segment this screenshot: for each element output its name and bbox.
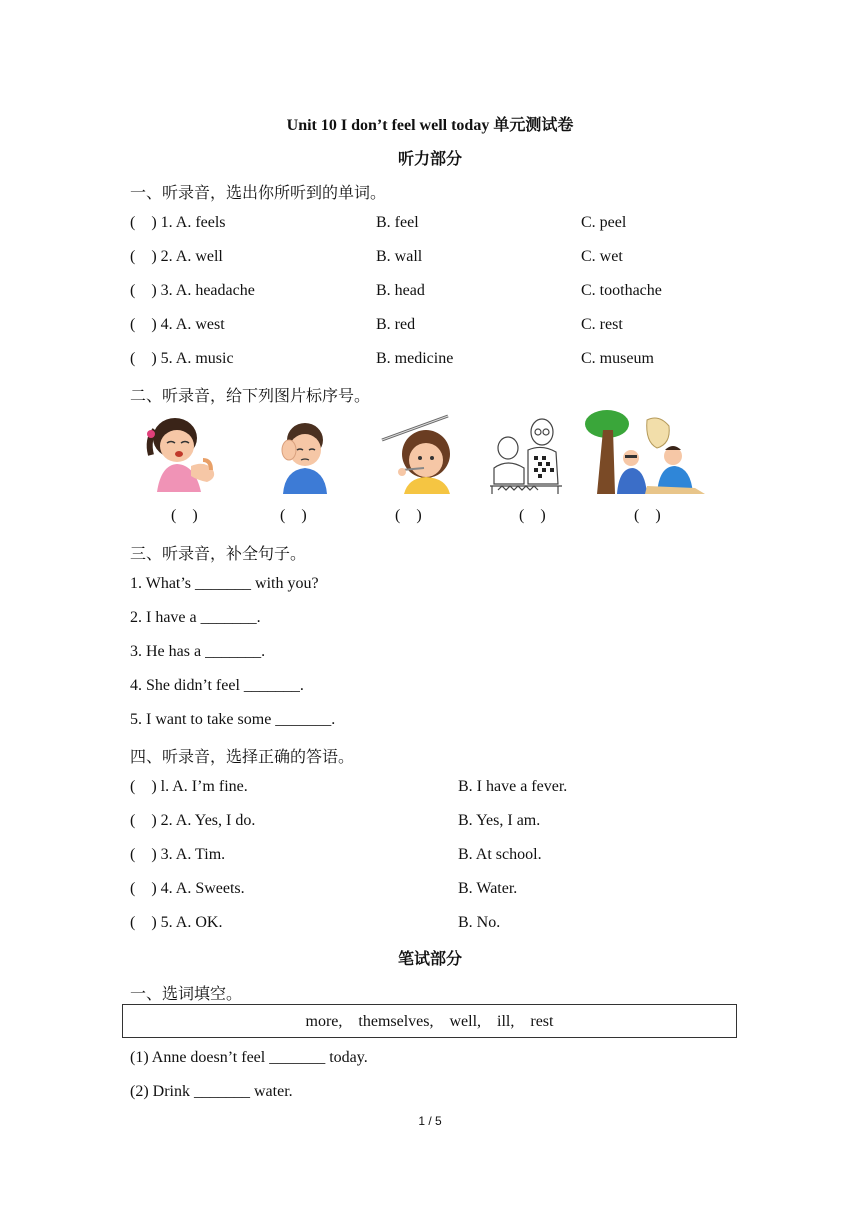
part1-q1-option-b: B. feel	[376, 214, 419, 231]
part4-q2-option-b: B. Yes, I am.	[458, 812, 541, 829]
picture4-answer-blank[interactable]: ( )	[519, 507, 546, 524]
writing-section-title: 笔试部分	[397, 951, 462, 968]
part1-q3-option-a: ( ) 3. A. headache	[130, 282, 255, 299]
part4-heading: 四、听录音，选择正确的答语。	[130, 749, 355, 766]
boy-headache-picture	[277, 410, 337, 495]
part4-q5-option-b: B. No.	[458, 914, 501, 931]
part1-q2-option-b: B. wall	[376, 248, 423, 265]
part3-heading: 三、听录音，补全句子。	[130, 546, 307, 563]
writing1-heading: 一、选词填空。	[130, 986, 243, 1003]
part1-q4-option-a: ( ) 4. A. west	[130, 316, 225, 333]
part1-q5-option-c: C. museum	[581, 350, 654, 367]
writing1-sentence-2: (2) Drink _______ water.	[130, 1083, 293, 1100]
word-bank-box	[122, 1004, 737, 1038]
part1-q4-option-c: C. rest	[581, 316, 623, 333]
part1-q3-option-c: C. toothache	[581, 282, 662, 299]
part1-q1-option-c: C. peel	[581, 214, 627, 231]
part3-sentence-4: 4. She didn’t feel _______.	[130, 677, 304, 694]
part4-q3-option-b: B. At school.	[458, 846, 542, 863]
part1-heading: 一、听录音，选出你所听到的单词。	[130, 185, 387, 202]
picture3-answer-blank[interactable]: ( )	[395, 507, 422, 524]
doctor-patient-sketch-picture	[488, 410, 564, 495]
girl-coughing-picture	[143, 410, 228, 495]
part4-q4-option-b: B. Water.	[458, 880, 518, 897]
part1-q1-option-a: ( ) 1. A. feels	[130, 214, 226, 231]
part4-q4-option-a: ( ) 4. A. Sweets.	[130, 880, 245, 897]
page-number: 1 / 5	[418, 1114, 442, 1128]
part3-sentence-3: 3. He has a _______.	[130, 643, 266, 660]
part4-q1-option-a: ( ) l. A. I’m fine.	[130, 778, 248, 795]
part1-q5-option-a: ( ) 5. A. music	[130, 350, 234, 367]
part2-heading: 二、听录音，给下列图片标序号。	[130, 388, 371, 405]
listening-section-title: 听力部分	[397, 151, 462, 168]
writing1-sentence-1: (1) Anne doesn’t feel _______ today.	[130, 1049, 368, 1066]
part4-q3-option-a: ( ) 3. A. Tim.	[130, 846, 226, 863]
picture1-answer-blank[interactable]: ( )	[171, 507, 198, 524]
page-title: Unit 10 I don’t feel well today 单元测试卷	[286, 117, 574, 134]
word-bank-words: more, themselves, well, ill, rest	[305, 1013, 554, 1030]
part1-q4-option-b: B. red	[376, 316, 416, 333]
part1-q2-option-c: C. wet	[581, 248, 623, 265]
part1-q5-option-b: B. medicine	[376, 350, 454, 367]
part4-q5-option-a: ( ) 5. A. OK.	[130, 914, 223, 931]
part3-sentence-1: 1. What’s _______ with you?	[130, 575, 319, 592]
girl-thermometer-picture	[380, 410, 460, 495]
part3-sentence-2: 2. I have a _______.	[130, 609, 261, 626]
tree-people-picture	[585, 410, 707, 495]
part3-sentence-5: 5. I want to take some _______.	[130, 711, 336, 728]
picture2-answer-blank[interactable]: ( )	[280, 507, 307, 524]
part4-q2-option-a: ( ) 2. A. Yes, I do.	[130, 812, 256, 829]
picture5-answer-blank[interactable]: ( )	[634, 507, 661, 524]
part1-q2-option-a: ( ) 2. A. well	[130, 248, 223, 265]
part4-q1-option-b: B. I have a fever.	[458, 778, 568, 795]
part1-q3-option-b: B. head	[376, 282, 425, 299]
